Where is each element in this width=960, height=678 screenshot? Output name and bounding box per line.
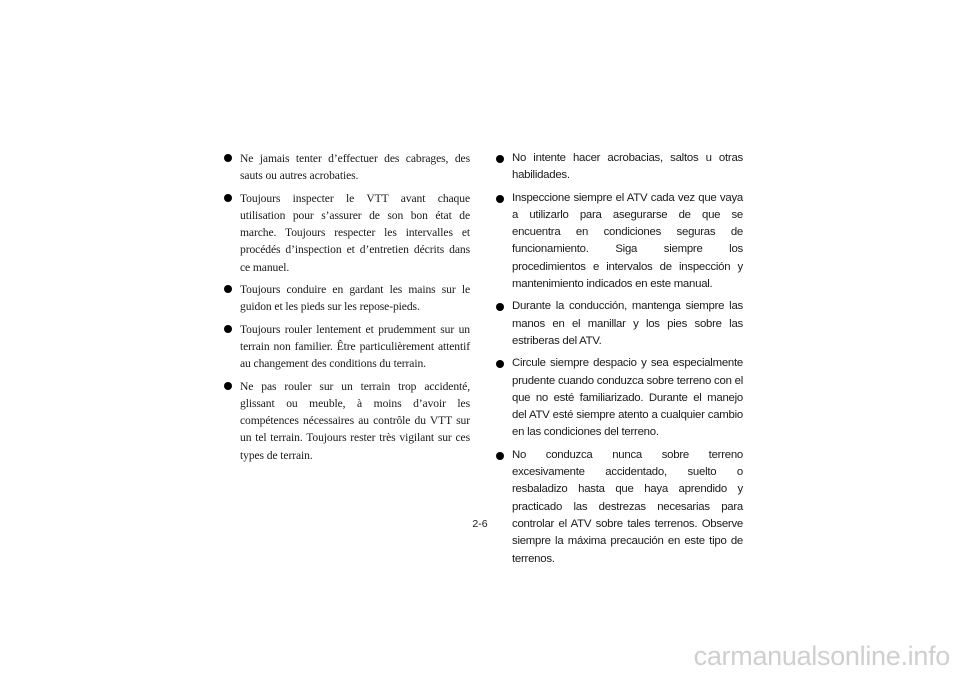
list-item [224, 281, 470, 316]
list-item [496, 447, 743, 568]
list-item-text: Inspeccione siempre el ATV cada vez que vaya a utilizarlo para asegurarse de que se encuentra en condiciones seguras de funcionamiento. Siga siempre los procedimientos e intervalos de inspección y mantenimiento indicados en este manual. [512, 191, 743, 291]
list-item-text: Toujours conduire en gardant les mains sur le guidon et les pieds sur les repose-pieds. [240, 283, 470, 314]
list-item [224, 321, 470, 373]
list-item [496, 190, 743, 294]
list-item [496, 150, 743, 185]
spanish-column [496, 150, 743, 573]
page-number: 2-6 [472, 518, 488, 530]
bullet-icon [496, 303, 504, 311]
list-item-text: Durante la conducción, mantenga siempre las manos en el manillar y los pies sobre las estriberas del ATV. [512, 300, 743, 347]
bullet-icon [224, 382, 232, 390]
list-item-text: Circule siempre despacio y sea especialmente prudente cuando conduzca sobre terreno con el que no esté familiarizado. Durante el manejo del ATV esté siempre atento a cualquier cambio en las condiciones del terreno. [512, 357, 743, 439]
french-bullet-list [224, 150, 470, 464]
bullet-icon [224, 154, 232, 162]
list-item [224, 150, 470, 185]
list-item-text: No conduzca nunca sobre terreno excesivamente accidentado, suelto o resbaladizo hasta que haya aprendido y practicado las destrezas necesarias para controlar el ATV sobre tales terrenos. Observe siempre la máxima precaución en este tipo de terrenos. [512, 448, 743, 565]
bullet-icon [224, 325, 232, 333]
bullet-icon [224, 194, 232, 202]
bullet-icon [496, 360, 504, 368]
list-item-text: Ne jamais tenter d’effectuer des cabrages, des sauts ou autres acrobaties. [240, 152, 470, 183]
bullet-icon [496, 195, 504, 203]
list-item [496, 298, 743, 350]
list-item-text: Ne pas rouler sur un terrain trop accidenté, glissant ou meuble, à moins d’avoir les compétences nécessaires au contrôle du VTT sur un tel terrain. Toujours rester très vigilant sur ces types de terrain. [240, 379, 470, 462]
bullet-icon [224, 285, 232, 293]
bullet-icon [496, 155, 504, 163]
french-column [224, 150, 470, 469]
list-item [224, 190, 470, 276]
watermark: carmanualsonline.info [693, 641, 950, 671]
list-item [496, 355, 743, 441]
list-item [224, 378, 470, 464]
spanish-bullet-list [496, 150, 743, 568]
bullet-icon [496, 452, 504, 460]
list-item-text: No intente hacer acrobacias, saltos u otras habilidades. [512, 152, 743, 182]
list-item-text: Toujours inspecter le VTT avant chaque utilisation pour s’assurer de son bon état de marche. Toujours respecter les intervalles et procédés d’inspection et d’entretien décrits dans ce manuel. [240, 191, 470, 274]
list-item-text: Toujours rouler lentement et prudemment sur un terrain non familier. Être particulièrement attentif au changement des conditions du terrain. [240, 322, 470, 371]
